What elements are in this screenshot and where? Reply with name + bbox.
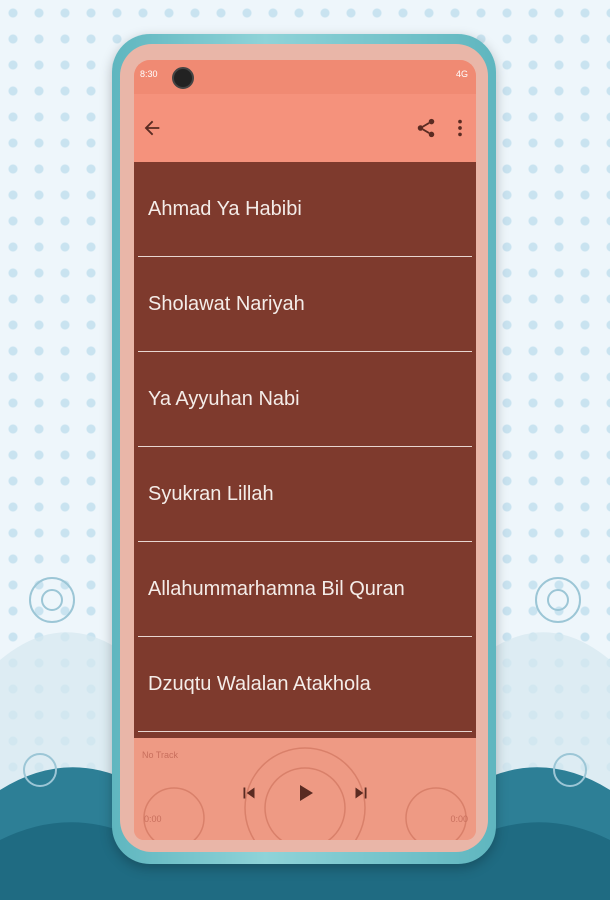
song-title: Allahummarhamna Bil Quran — [148, 578, 405, 600]
song-item[interactable] — [134, 542, 476, 637]
music-player-bar — [134, 738, 476, 840]
arrow-left-icon — [141, 117, 163, 139]
song-title: Syukran Lillah — [148, 483, 274, 505]
back-button[interactable] — [136, 112, 168, 144]
more-vert-icon — [449, 117, 471, 139]
status-time: 8:30 — [140, 69, 158, 79]
song-title: Sholawat Nariyah — [148, 293, 305, 315]
song-item[interactable] — [134, 637, 476, 732]
play-icon — [293, 781, 317, 805]
previous-button[interactable] — [234, 778, 264, 808]
song-item[interactable] — [134, 352, 476, 447]
overflow-menu-button[interactable] — [444, 112, 476, 144]
song-list — [134, 162, 476, 738]
share-button[interactable] — [410, 112, 442, 144]
song-title: Ahmad Ya Habibi — [148, 198, 302, 220]
song-title: Ya Ayyuhan Nabi — [148, 388, 300, 410]
track-label: No Track — [142, 750, 179, 760]
song-item[interactable] — [134, 447, 476, 542]
front-camera — [172, 67, 194, 89]
next-button[interactable] — [346, 778, 376, 808]
app-bar — [134, 94, 476, 162]
status-network: 4G — [455, 69, 468, 79]
skip-next-icon — [350, 782, 372, 804]
duration-time: 0:00 — [450, 814, 468, 824]
phone-body — [120, 44, 488, 852]
song-item[interactable] — [134, 162, 476, 257]
status-bar — [134, 60, 476, 94]
elapsed-time: 0:00 — [144, 814, 162, 824]
skip-previous-icon — [238, 782, 260, 804]
phone-frame — [112, 34, 496, 864]
play-button[interactable] — [290, 778, 320, 808]
share-icon — [415, 117, 437, 139]
song-item[interactable] — [134, 257, 476, 352]
app-screen — [134, 60, 476, 840]
song-title: Dzuqtu Walalan Atakhola — [148, 673, 371, 695]
